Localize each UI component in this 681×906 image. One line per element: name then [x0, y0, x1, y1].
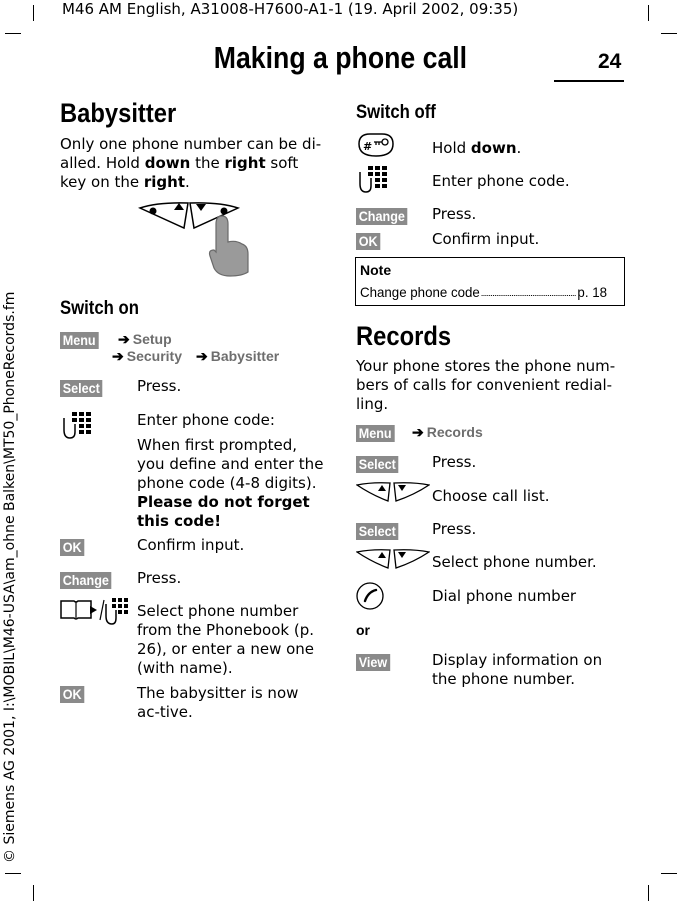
scroll-keys-icon — [356, 481, 430, 503]
menu-path-label: Babysitter — [210, 348, 280, 364]
step-text-part: . — [516, 139, 522, 157]
call-key-icon — [356, 582, 386, 612]
phonebook-keypad-icon — [60, 598, 128, 626]
step-key — [60, 570, 117, 589]
step-text-line: Enter phone code: — [137, 411, 275, 429]
switch-on-menu-path — [60, 330, 103, 349]
page-number-rule — [554, 80, 624, 82]
crop-mark — [648, 885, 649, 901]
ok-soft-key[interactable]: OK — [356, 233, 380, 250]
hash-key-icon — [356, 132, 396, 158]
step-text — [432, 139, 521, 158]
select-soft-key[interactable]: Select — [356, 523, 399, 540]
step-text: Confirm input. — [432, 230, 540, 248]
step-text: Press. — [137, 569, 182, 587]
records-menu-path — [356, 423, 399, 442]
step-text: Press. — [432, 205, 477, 223]
intro-bold: right — [143, 173, 186, 191]
crop-mark — [5, 873, 21, 874]
crop-mark — [33, 885, 34, 901]
menu-path-item — [118, 331, 172, 348]
babysitter-heading: Babysitter — [60, 98, 177, 128]
menu-path-item — [112, 348, 279, 365]
step-warning-text: Please do not forget this code! — [137, 493, 310, 530]
arrow-right-icon: ➔ — [195, 348, 208, 364]
step-text: The babysitter is now ac-tive. — [137, 684, 299, 721]
crop-mark — [33, 5, 34, 21]
switch-on-heading: Switch on — [60, 298, 139, 319]
change-soft-key[interactable]: Change — [60, 572, 112, 589]
intro-text: soft key on the — [60, 154, 299, 191]
step-key — [356, 652, 394, 671]
records-intro: Your phone stores the phone num-bers of calls for convenient redial-ling. — [356, 357, 616, 413]
menu-soft-key[interactable]: Menu — [60, 332, 98, 349]
step-key — [356, 231, 383, 250]
step-text: Select phone number. — [432, 553, 597, 571]
step-text — [137, 411, 325, 531]
step-text: Display information on the phone number. — [432, 651, 603, 688]
note-page-ref: p. 18 — [577, 284, 607, 300]
doc-header: M46 AM English, A31008-H7600-A1-1 (19. April 2002, 09:35) — [62, 0, 519, 18]
crop-mark — [5, 33, 21, 34]
note-box — [355, 257, 625, 306]
note-heading: Note — [360, 262, 392, 278]
step-extra-text: When first prompted, you define and enter the phone code (4-8 digits). — [137, 436, 324, 492]
step-text: Dial phone number — [432, 587, 577, 605]
page-title: Making a phone call — [213, 40, 468, 75]
keypad-icon — [60, 412, 92, 440]
keypad-icon — [356, 166, 388, 194]
step-text: Press. — [137, 377, 182, 395]
scroll-keys-icon — [356, 548, 430, 570]
menu-path-item — [412, 424, 483, 441]
step-text: Confirm input. — [137, 536, 245, 554]
menu-path-label: Setup — [132, 331, 172, 347]
records-heading: Records — [356, 321, 452, 351]
step-text-part: Hold — [432, 139, 471, 157]
step-key — [60, 684, 87, 703]
page-number: 24 — [598, 50, 622, 73]
step-key — [356, 521, 403, 540]
step-key — [60, 378, 107, 397]
arrow-right-icon: ➔ — [112, 348, 124, 364]
step-text: Press. — [432, 520, 477, 538]
crop-mark — [648, 5, 649, 21]
intro-text: . — [185, 173, 190, 191]
note-leader-dots — [482, 284, 576, 296]
step-key — [356, 454, 403, 473]
step-key — [60, 537, 87, 556]
crop-mark — [661, 873, 677, 874]
intro-text: the — [190, 154, 225, 172]
step-text: Press. — [432, 453, 477, 471]
or-separator: or — [356, 622, 370, 638]
step-text-bold: down — [470, 139, 517, 157]
change-soft-key[interactable]: Change — [356, 208, 408, 225]
ok-soft-key[interactable]: OK — [60, 539, 84, 556]
arrow-right-icon: ➔ — [118, 331, 130, 347]
intro-bold: right — [224, 154, 266, 172]
note-entry[interactable] — [360, 284, 607, 300]
select-soft-key[interactable]: Select — [356, 456, 399, 473]
menu-path-label: Security — [126, 348, 182, 364]
babysitter-intro — [60, 135, 322, 192]
menu-path-label: Records — [426, 424, 483, 440]
menu-soft-key[interactable]: Menu — [356, 425, 394, 442]
arrow-right-icon: ➔ — [412, 424, 424, 440]
view-soft-key[interactable]: View — [356, 654, 390, 671]
step-text: Choose call list. — [432, 487, 550, 505]
select-soft-key[interactable]: Select — [60, 380, 103, 397]
step-text: Select phone number from the Phonebook (p. 26), or enter a new one (with name). — [137, 602, 315, 677]
note-entry-label: Change phone code — [360, 284, 480, 300]
intro-bold: down — [144, 154, 191, 172]
step-text: Enter phone code. — [432, 172, 570, 190]
crop-mark — [661, 33, 677, 34]
svg-text:#: # — [363, 140, 373, 153]
ok-soft-key[interactable]: OK — [60, 686, 84, 703]
soft-key-hand-illustration — [138, 196, 252, 278]
intro-text: Only one phone number can be di-alled. Hold — [60, 135, 322, 172]
switch-off-heading: Switch off — [356, 102, 436, 123]
step-key — [356, 206, 413, 225]
sidebar-copyright: © Siemens AG 2001, I:\MOBIL\M46-USA\am_ohne Balken\MT50_PhoneRecords.fm — [2, 291, 18, 863]
